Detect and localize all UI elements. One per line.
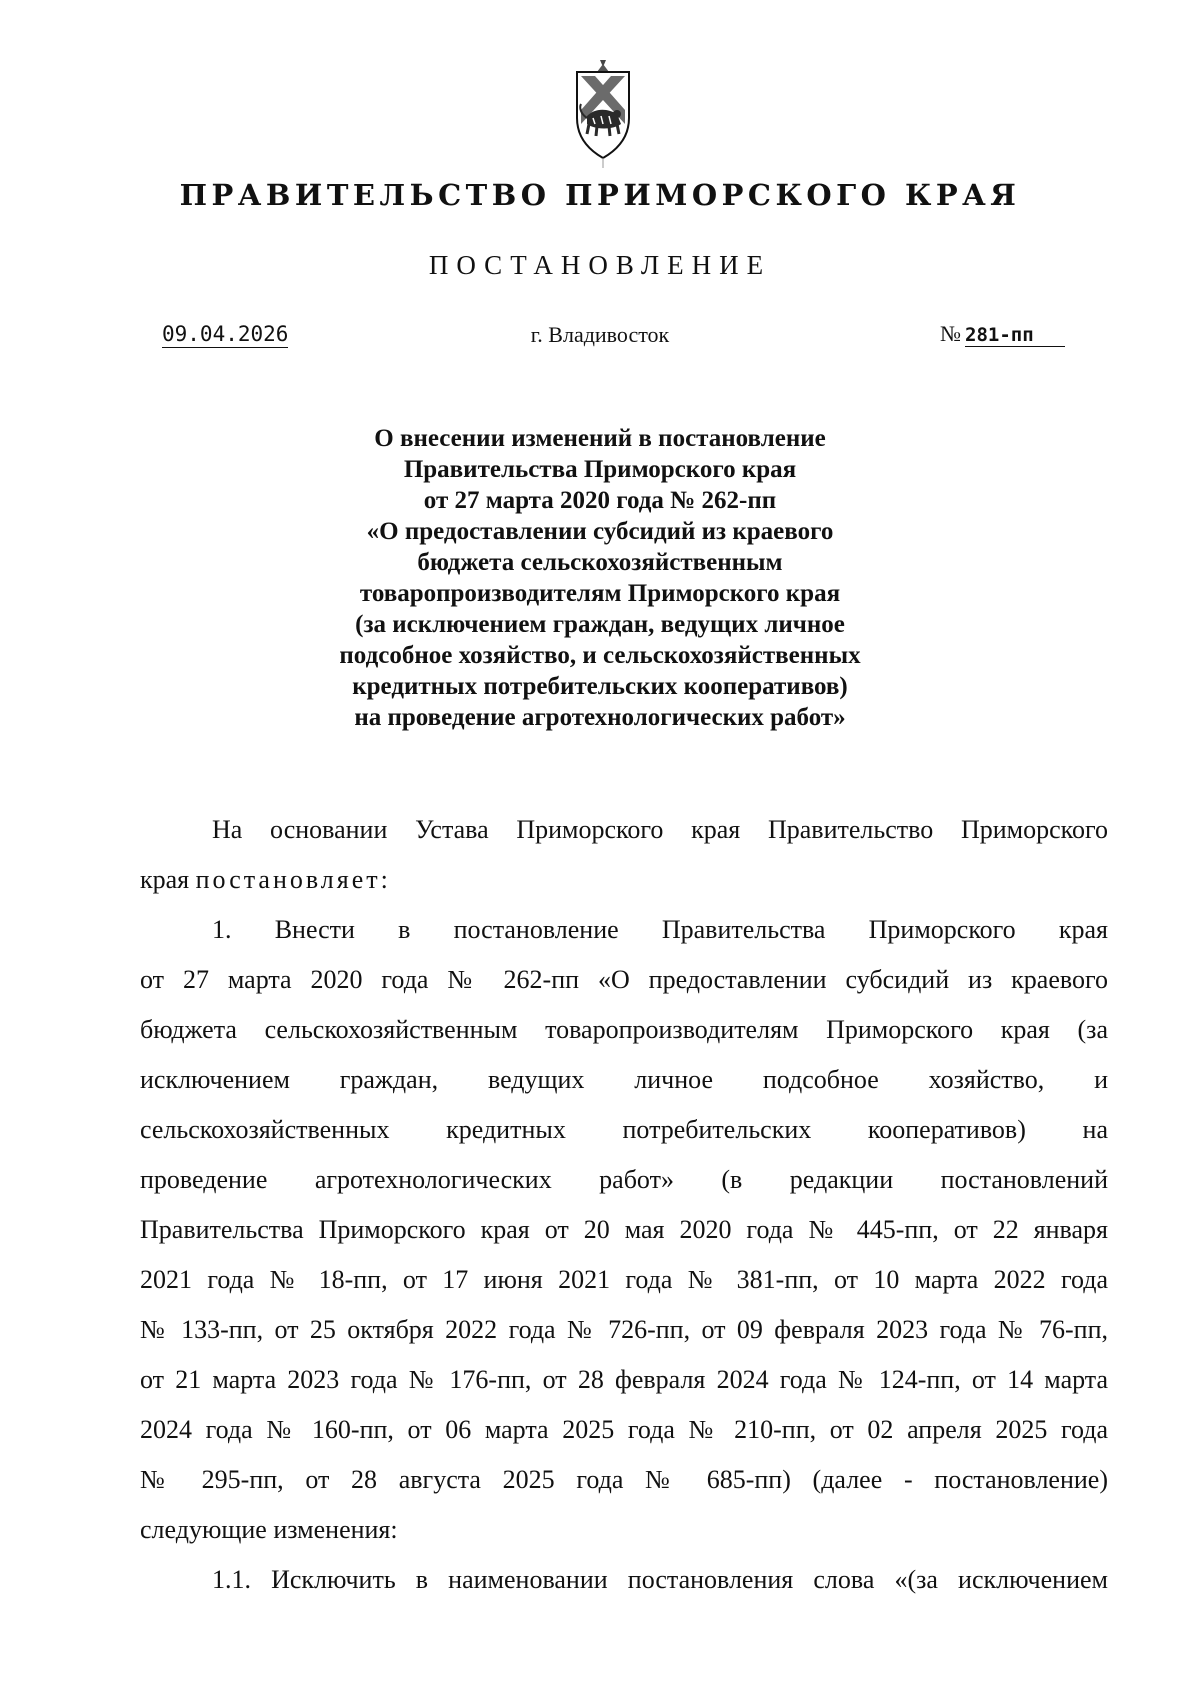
body-line: 1. Внести в постановление Правительства Приморского края <box>212 915 1108 944</box>
body-text: : <box>380 865 388 894</box>
body-line: На основании Устава Приморского края Правительство Приморского <box>212 815 1108 844</box>
document-type: ПОСТАНОВЛЕНИЕ <box>428 250 772 280</box>
heading-line: О внесении изменений в постановление <box>374 425 826 452</box>
body-line: от 21 марта 2023 года № 176-пп, от 28 февраля 2024 года № 124-пп, от 14 марта <box>140 1365 1108 1394</box>
clause-1-1-paragraph <box>140 1555 1108 1605</box>
heading-line: кредитных потребительских кооперативов) <box>352 673 848 700</box>
body-line: № 295-пп, от 28 августа 2025 года № 685-пп) (далее - постановление) <box>140 1465 1108 1494</box>
body-line: следующие изменения: <box>140 1515 398 1544</box>
heading-line: «О предоставлении субсидий из краевого <box>366 518 834 545</box>
heading-line: бюджета сельскохозяйственным <box>417 549 783 576</box>
decree-word: постановляет <box>195 865 381 894</box>
primorsky-coat-of-arms-icon <box>573 58 633 172</box>
document-number <box>940 321 1065 347</box>
body-line: сельскохозяйственных кредитных потребительских кооперативов) на <box>140 1115 1108 1144</box>
body-line: бюджета сельскохозяйственным товаропроизводителям Приморского края (за <box>140 1015 1108 1044</box>
body-line: от 27 марта 2020 года № 262-пп «О предоставлении субсидий из краевого <box>140 965 1108 994</box>
body-text: края <box>140 865 196 894</box>
number-value: 281-пп <box>965 324 1065 347</box>
number-label: № <box>940 321 961 346</box>
heading-line: товаропроизводителям Приморского края <box>359 580 841 607</box>
document-heading <box>300 423 900 733</box>
heading-line: от 27 марта 2020 года № 262-пп <box>423 487 777 514</box>
body-line <box>140 855 1108 905</box>
body-line: Правительства Приморского края от 20 мая 2020 года № 445-пп, от 22 января <box>140 1215 1108 1244</box>
body-line: № 133-пп, от 25 октября 2022 года № 726-пп, от 09 февраля 2023 года № 76-пп, <box>140 1315 1108 1344</box>
body-line: исключением граждан, ведущих личное подсобное хозяйство, и <box>140 1065 1108 1094</box>
document-body <box>140 805 1108 1605</box>
body-line: 2024 года № 160-пп, от 06 марта 2025 года № 210-пп, от 02 апреля 2025 года <box>140 1415 1108 1444</box>
government-title: ПРАВИТЕЛЬСТВО ПРИМОРСКОГО КРАЯ <box>179 178 1021 212</box>
heading-line: подсобное хозяйство, и сельскохозяйственных <box>339 642 861 669</box>
document-city: г. Владивосток <box>530 322 670 347</box>
body-line: проведение агротехнологических работ» (в редакции постановлений <box>140 1165 1108 1194</box>
body-line: 1.1. Исключить в наименовании постановления слова «(за исключением <box>212 1565 1108 1594</box>
heading-line: Правительства Приморского края <box>403 456 797 483</box>
clause-1-paragraph <box>140 905 1108 1555</box>
heading-line: (за исключением граждан, ведущих личное <box>355 611 845 638</box>
body-line: 2021 года № 18-пп, от 17 июня 2021 года № 381-пп, от 10 марта 2022 года <box>140 1265 1108 1294</box>
preamble-paragraph <box>140 805 1108 905</box>
heading-line: на проведение агротехнологических работ» <box>354 704 846 731</box>
document-date: 09.04.2026 <box>162 322 289 346</box>
